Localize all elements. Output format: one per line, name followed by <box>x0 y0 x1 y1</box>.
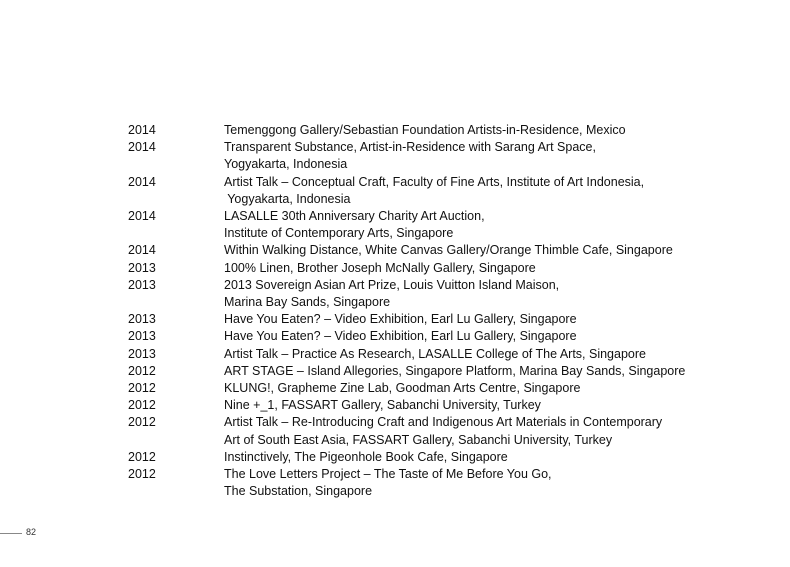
entry-year: 2014 <box>128 174 156 189</box>
entry-year: 2014 <box>128 209 156 224</box>
entry-description <box>224 139 768 173</box>
entry-year: 2014 <box>128 140 156 155</box>
entry-year: 2013 <box>128 260 156 275</box>
list-item <box>128 346 768 363</box>
entry-year: 2013 <box>128 346 156 361</box>
entry-year: 2012 <box>128 415 156 430</box>
entry-description-line: Yogyakarta, Indonesia <box>224 157 348 172</box>
entry-year: 2013 <box>128 329 156 344</box>
list-item <box>128 208 768 242</box>
list-item <box>128 260 768 277</box>
list-item <box>128 242 768 259</box>
entry-year: 2012 <box>128 398 156 413</box>
entry-description <box>224 208 768 242</box>
list-item <box>128 466 768 500</box>
entry-description-line: Yogyakarta, Indonesia <box>224 191 351 206</box>
list-item <box>128 139 768 173</box>
list-item <box>128 311 768 328</box>
entry-description <box>224 380 768 397</box>
entry-description-line: Art of South East Asia, FASSART Gallery, Sabanchi University, Turkey <box>224 432 613 447</box>
page-number: 82 <box>26 527 37 537</box>
entry-description <box>224 174 768 208</box>
entry-description <box>224 346 768 363</box>
entry-description-line: ART STAGE – Island Allegories, Singapore Platform, Marina Bay Sands, Singapore <box>224 363 686 378</box>
entry-description-line: 100% Linen, Brother Joseph McNally Gallery, Singapore <box>224 260 536 275</box>
entry-year: 2014 <box>128 123 156 137</box>
entry-description <box>224 363 768 380</box>
entry-description-line: KLUNG!, Grapheme Zine Lab, Goodman Arts Centre, Singapore <box>224 381 581 396</box>
entry-description <box>224 242 768 259</box>
exhibition-list <box>128 122 768 500</box>
entry-year: 2012 <box>128 449 156 464</box>
entry-description <box>224 397 768 414</box>
entry-description <box>224 328 768 345</box>
entry-year: 2013 <box>128 277 156 292</box>
entry-description-line: Nine +_1, FASSART Gallery, Sabanchi University, Turkey <box>224 398 541 413</box>
list-item <box>128 414 768 448</box>
entry-description-line: Artist Talk – Re-Introducing Craft and Indigenous Art Materials in Contemporary <box>224 415 663 430</box>
entry-description-line: The Love Letters Project – The Taste of Me Before You Go, <box>224 467 552 482</box>
list-item <box>128 122 768 139</box>
entry-description-line: Have You Eaten? – Video Exhibition, Earl Lu Gallery, Singapore <box>224 329 577 344</box>
entry-description-line: Marina Bay Sands, Singapore <box>224 295 391 310</box>
entry-description-line: LASALLE 30th Anniversary Charity Art Auction, <box>224 209 485 224</box>
list-item <box>128 328 768 345</box>
entry-description <box>224 449 768 466</box>
entry-description-line: 2013 Sovereign Asian Art Prize, Louis Vuitton Island Maison, <box>224 277 560 292</box>
entry-year: 2012 <box>128 467 156 482</box>
entry-description-line: Transparent Substance, Artist-in-Residence with Sarang Art Space, <box>224 140 596 155</box>
entry-description-line: Have You Eaten? – Video Exhibition, Earl Lu Gallery, Singapore <box>224 312 577 327</box>
entry-description-line: Temenggong Gallery/Sebastian Foundation Artists-in-Residence, Mexico <box>224 123 626 137</box>
entry-year: 2013 <box>128 312 156 327</box>
entry-description <box>224 311 768 328</box>
entry-description-line: Within Walking Distance, White Canvas Gallery/Orange Thimble Cafe, Singapore <box>224 243 673 258</box>
entry-description <box>224 466 768 500</box>
list-item <box>128 277 768 311</box>
entry-description <box>224 277 768 311</box>
entry-description-line: The Substation, Singapore <box>224 484 373 499</box>
footer-rule <box>0 533 22 534</box>
list-item <box>128 174 768 208</box>
entry-description-line: Instinctively, The Pigeonhole Book Cafe, Singapore <box>224 449 508 464</box>
entry-description <box>224 260 768 277</box>
entry-description-line: Institute of Contemporary Arts, Singapore <box>224 226 454 241</box>
entry-description-line: Artist Talk – Practice As Research, LASALLE College of The Arts, Singapore <box>224 346 646 361</box>
entry-description <box>224 414 768 448</box>
entry-description-line: Artist Talk – Conceptual Craft, Faculty of Fine Arts, Institute of Art Indonesia, <box>224 174 645 189</box>
entry-year: 2012 <box>128 381 156 396</box>
list-item <box>128 380 768 397</box>
entry-year: 2012 <box>128 363 156 378</box>
list-item <box>128 363 768 380</box>
list-item <box>128 449 768 466</box>
entry-year: 2014 <box>128 243 156 258</box>
list-item <box>128 397 768 414</box>
entry-description <box>224 122 768 139</box>
